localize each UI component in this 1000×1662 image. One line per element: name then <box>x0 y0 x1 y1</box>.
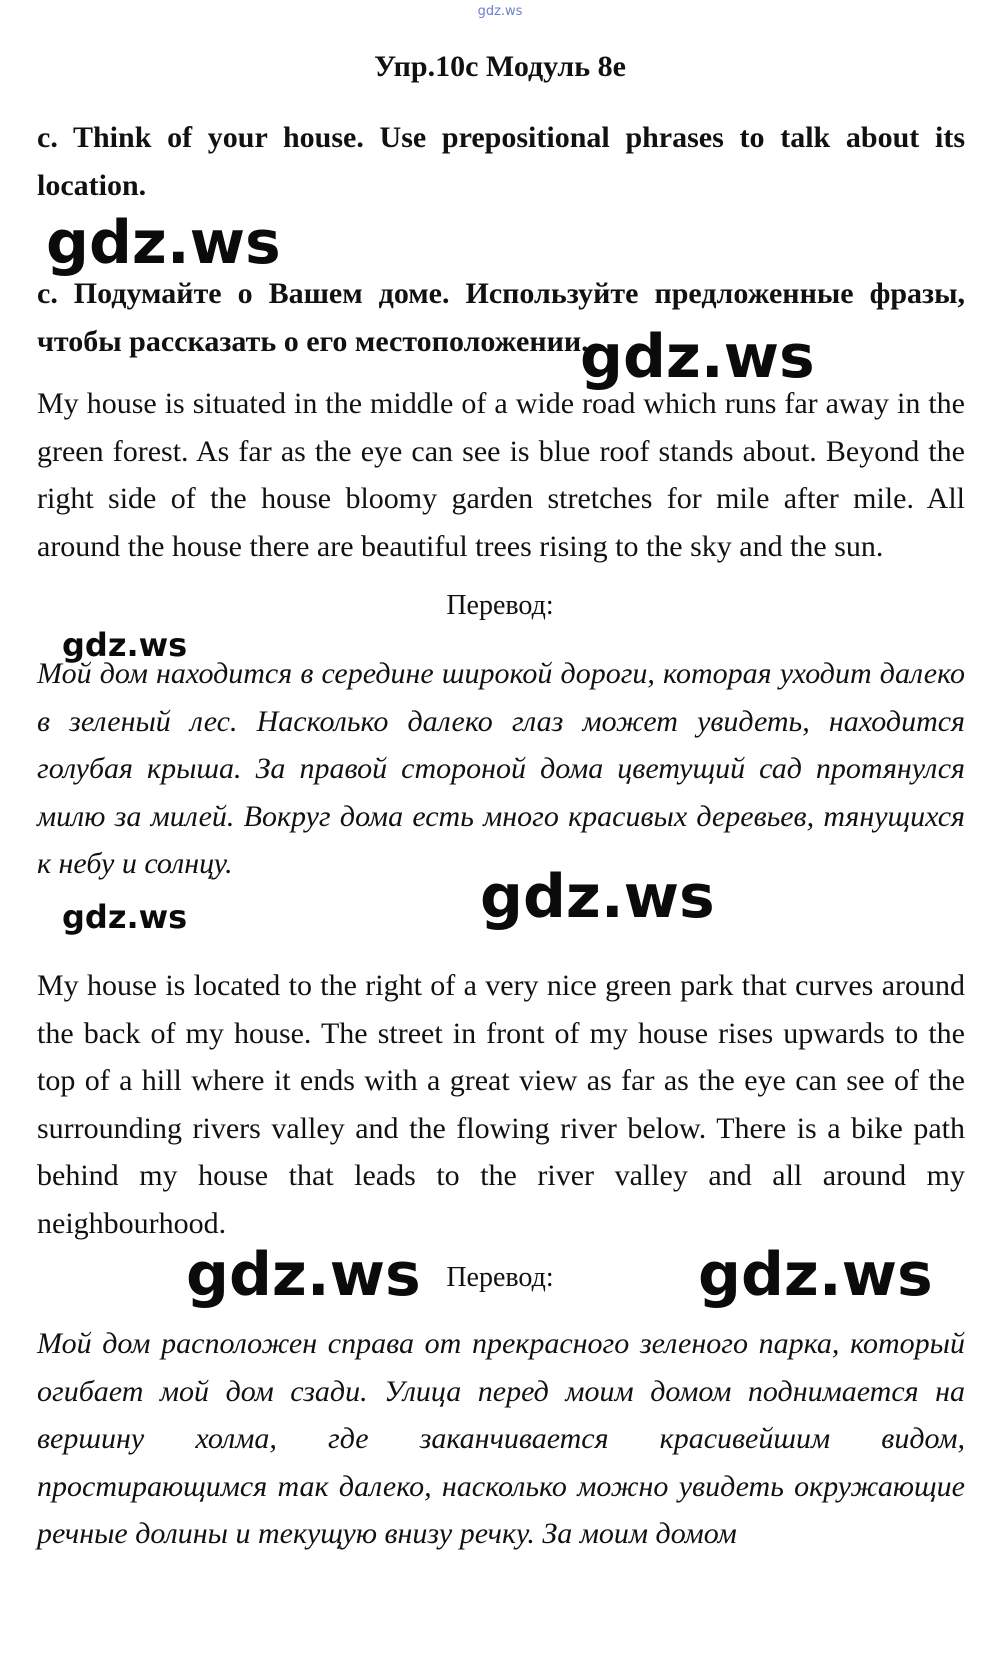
watermark: gdz.ws <box>46 208 281 278</box>
task-english: c. Think of your house. Use prepositional phrases to talk about its location. <box>37 121 965 202</box>
watermark: gdz.ws <box>62 626 188 664</box>
answer-2-text: My house is located to the right of a very nice green park that curves around the back of my house. The street in front of my house rises upwards to the top of a hill where it ends with a great view as far as the eye can see of the surrounding rivers valley and the flowing river below. There is a bike path behind my house that leads to the river valley and all around my neighbourhood. <box>37 969 965 1240</box>
watermark: gdz.ws <box>698 1240 933 1310</box>
watermark: gdz.ws <box>580 322 815 392</box>
answer-1-translation: Мой дом находится в середине широкой дороги, которая уходит далеко в зеленый лес. Насколько далеко глаз может увидеть, находится голубая крыша. За правой стороной дома цветущий сад протянулся милю за милей. Вокруг дома есть много красивых деревьев, тянущихся к небу и солнцу. <box>37 657 965 880</box>
answer-2-translation-label: Перевод: <box>446 1262 554 1293</box>
answer-2-translation: Мой дом расположен справа от прекрасного зеленого парка, который огибает мой дом сзади. Улица перед моим домом поднимается на вершину холма, где заканчивается красивейшим видом, простирающимся так далеко, насколько можно увидеть окружающие речные долины и текущую внизу речку. За моим домом <box>37 1327 965 1550</box>
answer-1-text: My house is situated in the middle of a wide road which runs far away in the green forest. As far as the eye can see is blue roof stands about. Beyond the right side of the house bloomy garden stretches for mile after mile. All around the house there are beautiful trees rising to the sky and the sun. <box>37 387 965 563</box>
watermark: gdz.ws <box>186 1240 421 1310</box>
watermark: gdz.ws <box>62 898 188 936</box>
answer-1-translation-label: Перевод: <box>446 590 554 621</box>
task-russian: с. Подумайте о Вашем доме. Используйте предложенные фразы, чтобы рассказать о его местоположении. <box>37 277 965 358</box>
watermark: gdz.ws <box>480 862 715 932</box>
site-mark: gdz.ws <box>477 4 523 19</box>
page-title: Упр.10с Модуль 8е <box>374 50 626 83</box>
